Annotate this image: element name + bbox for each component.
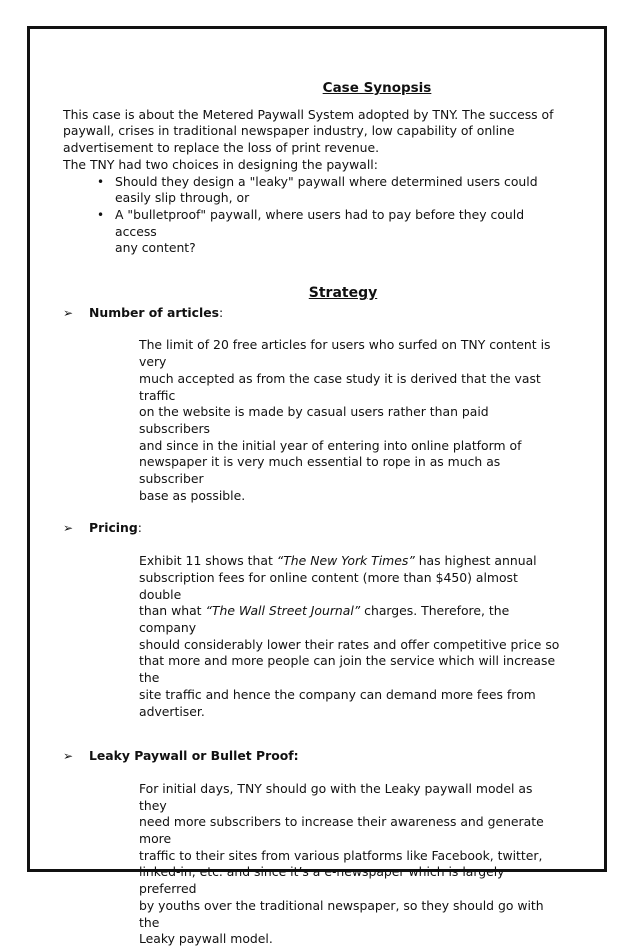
choice-line: Should they design a "leaky" paywall where determined users could [115,173,538,189]
strategy-heading: Strategy [308,285,378,302]
paywall-choice-bulletproof [93,207,563,257]
bullet-icon: • [97,207,105,222]
section-pricing [63,520,563,537]
section-line: site traffic and hence the company can demand more fees from [139,686,536,702]
section-line: by youths over the traditional newspaper, so they should go with the [139,897,544,930]
section-label: Leaky Paywall or Bullet Proof: [89,748,299,764]
choice-line: A "bulletproof" paywall, where users had to pay before they could access [115,206,525,239]
section-label: Pricing [89,520,138,536]
arrow-bullet-icon: ➢ [63,521,74,536]
publication-name: “The Wall Street Journal” [205,603,361,619]
paywall-choice-leaky [93,174,563,207]
section-line: For initial days, TNY should go with the Leaky paywall model as they [139,780,533,813]
section-line: traffic to their sites from various platforms like Facebook, twitter, [139,847,543,863]
section-label: Number of articles [89,304,220,320]
section-colon: : [137,520,142,536]
synopsis-paragraph [63,107,563,174]
section-number-of-articles [63,305,563,322]
case-synopsis-heading: Case Synopsis [322,80,432,96]
paywall-choices-list [63,174,563,258]
synopsis-line: This case is about the Metered Paywall System adopted by TNY. The success of [63,106,554,122]
text-run: charges. Therefore, the company [139,603,510,635]
section-line: newspaper it is very much essential to rope in as much as subscriber [139,454,501,487]
section-line: that more and more people can join the service which will increase the [139,653,556,686]
section-line: The limit of 20 free articles for users who surfed on TNY content is very [139,337,551,370]
section-line: base as possible. [139,487,246,503]
section-line [139,553,563,570]
section-body-pricing [63,553,563,720]
section-colon: : [219,304,224,320]
publication-name: “The New York Times” [276,553,415,569]
choice-line: any content? [115,240,196,256]
arrow-bullet-icon: ➢ [63,749,74,764]
section-line: linked-in, etc. and since it’s a e-newspaper which is largely preferred [139,864,505,897]
text-run: than what [139,603,206,619]
choice-line: easily slip through, or [115,190,250,206]
section-body-leaky-or-bulletproof [63,781,563,948]
section-line: subscription fees for online content (more than $450) almost double [139,569,518,602]
section-line: Leaky paywall model. [139,931,273,947]
section-line: and since in the initial year of entering into online platform of [139,437,522,453]
section-line [139,603,563,636]
synopsis-line: paywall, crises in traditional newspaper industry, low capability of online [63,123,515,139]
section-leaky-or-bulletproof [63,748,563,765]
section-line: should considerably lower their rates and offer competitive price so [139,636,560,652]
section-line: advertiser. [139,703,205,719]
synopsis-line: advertisement to replace the loss of print revenue. [63,140,380,156]
section-line: need more subscribers to increase their awareness and generate more [139,814,544,847]
section-line: much accepted as from the case study it is derived that the vast traffic [139,370,541,403]
text-run: has highest annual [414,553,537,569]
bullet-icon: • [97,174,105,189]
section-line: on the website is made by casual users rather than paid subscribers [139,404,489,436]
text-run: Exhibit 11 shows that [139,553,277,569]
document-body [63,80,563,948]
arrow-bullet-icon: ➢ [63,305,74,320]
section-body-number-of-articles [63,337,563,504]
synopsis-line: The TNY had two choices in designing the paywall: [63,156,378,172]
